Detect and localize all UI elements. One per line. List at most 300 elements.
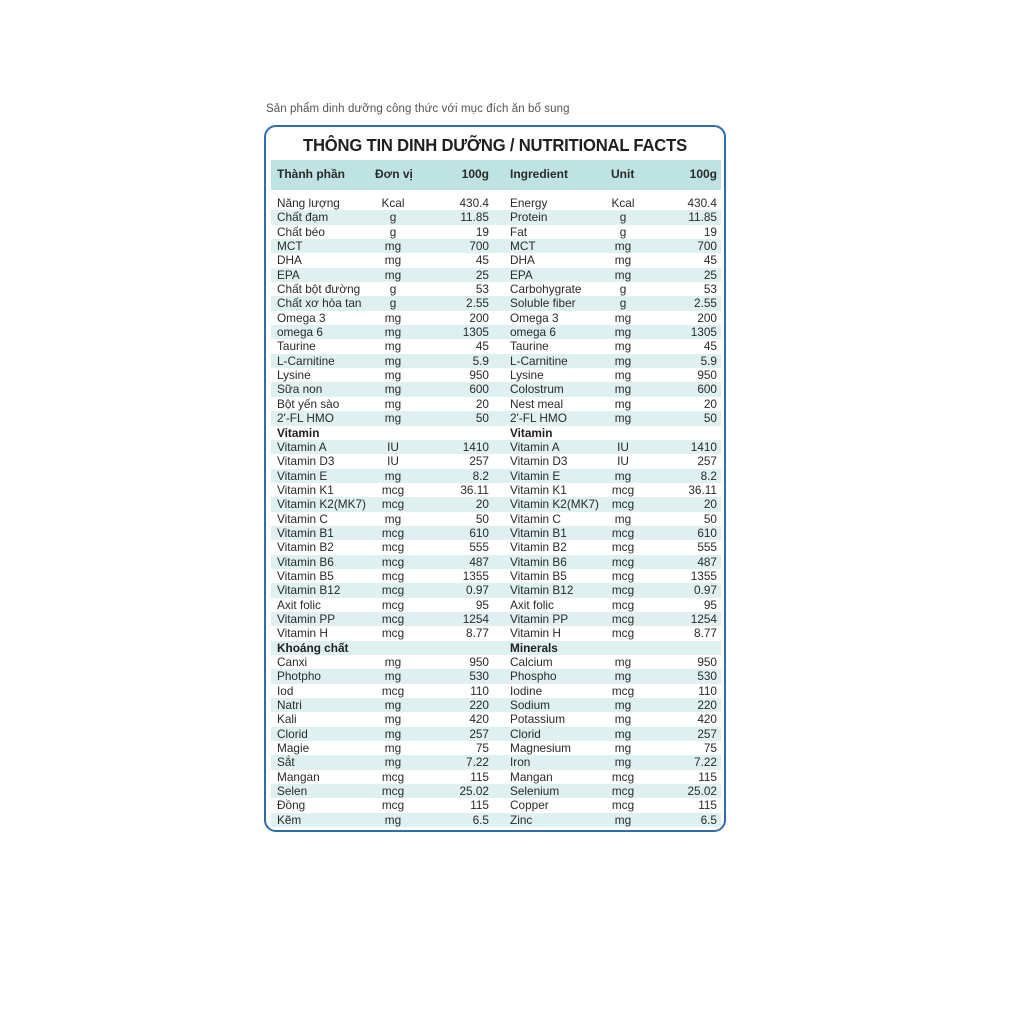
- row-unit-en: IU: [617, 454, 629, 469]
- row-value-vi: 487: [469, 554, 489, 569]
- row-unit-vi: mg: [384, 741, 402, 756]
- table-row: [271, 253, 721, 267]
- row-name-en: Minerals: [510, 640, 558, 655]
- row-value-vi: 600: [469, 382, 489, 397]
- row-unit-vi: mg: [384, 239, 402, 254]
- row-unit-vi: mg: [384, 511, 402, 526]
- table-row: [271, 684, 721, 698]
- row-value-vi: 115: [470, 798, 489, 813]
- table-row: [271, 784, 721, 798]
- row-value-en: 1355: [690, 568, 717, 583]
- row-unit-vi: mcg: [381, 497, 405, 512]
- row-name-vi: Kali: [277, 712, 297, 727]
- table-row: [271, 368, 721, 382]
- row-unit-en: mcg: [611, 554, 635, 569]
- row-value-en: 555: [697, 540, 717, 555]
- row-value-en: 1305: [690, 325, 717, 340]
- row-name-vi: omega 6: [277, 325, 323, 340]
- row-unit-en: g: [619, 224, 627, 239]
- row-name-vi: Vitamin B12: [277, 583, 341, 598]
- row-unit-en: mg: [614, 669, 632, 684]
- row-value-vi: 75: [475, 741, 489, 756]
- row-value-vi: 430.4: [459, 196, 489, 210]
- row-value-vi: 45: [475, 339, 489, 354]
- row-unit-vi: mg: [384, 698, 402, 713]
- table-row: [271, 698, 721, 712]
- row-name-en: Axit folic: [510, 597, 554, 612]
- table-row: [271, 282, 721, 296]
- row-name-vi: Chất béo: [277, 224, 325, 239]
- row-unit-en: mg: [614, 325, 632, 340]
- row-value-en: 7.22: [694, 755, 717, 770]
- table-row: [271, 612, 721, 626]
- row-unit-vi: mg: [384, 755, 402, 770]
- table-row: [271, 813, 721, 827]
- row-name-vi: Photpho: [277, 669, 321, 684]
- row-unit-en: mcg: [611, 540, 635, 555]
- table-row: [271, 569, 721, 583]
- row-unit-vi: mg: [384, 396, 402, 411]
- row-value-en: 50: [703, 511, 717, 526]
- row-name-vi: Vitamin: [277, 425, 320, 440]
- header-vi-amount: 100g: [461, 167, 489, 181]
- row-unit-en: mg: [614, 755, 632, 770]
- row-unit-vi: mcg: [381, 583, 405, 598]
- row-unit-vi: mg: [384, 339, 402, 354]
- row-value-en: 45: [703, 253, 717, 268]
- row-value-en: 20: [703, 497, 717, 512]
- row-unit-en: mg: [614, 812, 632, 827]
- row-value-vi: 1410: [462, 439, 489, 454]
- row-unit-vi: mg: [384, 267, 402, 282]
- row-unit-vi: mg: [384, 726, 402, 741]
- row-value-vi: 20: [475, 396, 489, 411]
- row-unit-en: mg: [614, 741, 632, 756]
- row-value-vi: 95: [475, 597, 489, 612]
- row-value-vi: 2.55: [466, 296, 489, 311]
- row-unit-en: mg: [614, 267, 632, 282]
- row-name-en: DHA: [510, 253, 535, 268]
- row-name-en: Copper: [510, 798, 549, 813]
- row-unit-en: mg: [614, 382, 632, 397]
- row-name-en: Vitamin K1: [510, 482, 567, 497]
- row-name-en: Taurine: [510, 339, 549, 354]
- row-name-vi: Chất đạm: [277, 210, 329, 225]
- header-en-amount: 100g: [689, 167, 717, 181]
- table-row: [271, 196, 721, 210]
- row-unit-en: mg: [614, 396, 632, 411]
- row-value-en: 530: [697, 669, 717, 684]
- table-row: [271, 469, 721, 483]
- row-name-vi: DHA: [277, 253, 302, 268]
- row-unit-vi: mcg: [381, 482, 405, 497]
- row-value-vi: 1254: [462, 611, 489, 626]
- row-name-en: Sodium: [510, 698, 550, 713]
- row-unit-vi: mg: [384, 669, 402, 684]
- row-unit-vi: mg: [384, 468, 402, 483]
- row-unit-en: mg: [614, 253, 632, 268]
- row-unit-vi: g: [389, 224, 397, 239]
- table-row: [271, 526, 721, 540]
- header-vi-name: Thành phần: [277, 167, 345, 181]
- row-value-en: 2.55: [694, 296, 717, 311]
- row-unit-en: g: [619, 210, 627, 225]
- row-name-vi: Vitamin B6: [277, 554, 334, 569]
- row-name-vi: MCT: [277, 239, 303, 254]
- row-name-vi: Natri: [277, 698, 302, 713]
- row-name-en: Magnesium: [510, 741, 571, 756]
- row-value-en: 1254: [690, 611, 717, 626]
- row-value-en: 487: [697, 554, 717, 569]
- header-en-unit: Unit: [611, 167, 635, 181]
- table-row: [271, 440, 721, 454]
- row-unit-vi: mcg: [381, 611, 405, 626]
- row-value-vi: 950: [469, 655, 489, 669]
- row-value-vi: 6.5: [472, 812, 489, 827]
- row-value-en: 700: [697, 239, 717, 254]
- row-name-en: Iodine: [510, 683, 543, 698]
- row-unit-en: mg: [614, 239, 632, 254]
- row-unit-vi: IU: [387, 439, 399, 454]
- row-unit-vi: mcg: [381, 568, 405, 583]
- table-row: [271, 598, 721, 612]
- table-row: [271, 655, 721, 669]
- row-value-vi: 555: [469, 540, 489, 555]
- row-value-vi: 50: [475, 411, 489, 426]
- row-name-en: Potassium: [510, 712, 566, 727]
- table-row: [271, 382, 721, 396]
- row-value-vi: 8.2: [472, 468, 489, 483]
- row-unit-en: mg: [614, 468, 632, 483]
- row-name-vi: Vitamin B1: [277, 525, 334, 540]
- row-value-vi: 530: [469, 669, 489, 684]
- row-unit-en: Kcal: [611, 196, 635, 210]
- row-name-en: Vitamin: [510, 425, 553, 440]
- row-name-vi: Vitamin B5: [277, 568, 334, 583]
- row-value-en: 220: [697, 698, 717, 713]
- row-name-en: Vitamin K2(MK7): [510, 497, 599, 512]
- row-name-vi: Mangan: [277, 769, 320, 784]
- row-unit-vi: mg: [384, 655, 402, 669]
- row-unit-vi: g: [389, 282, 397, 297]
- row-name-en: Soluble fiber: [510, 296, 576, 311]
- table-row: [271, 741, 721, 755]
- row-name-en: Vitamin C: [510, 511, 561, 526]
- row-unit-vi: mcg: [381, 626, 405, 641]
- row-value-en: 0.97: [694, 583, 717, 598]
- row-value-en: 11.85: [688, 210, 717, 225]
- row-unit-en: mg: [614, 310, 632, 325]
- row-value-vi: 950: [469, 368, 489, 383]
- table-row: [271, 669, 721, 683]
- row-name-vi: Clorid: [277, 726, 308, 741]
- row-value-en: 115: [698, 798, 717, 813]
- row-name-en: Selenium: [510, 784, 560, 799]
- table-row: [271, 555, 721, 569]
- row-value-en: 5.9: [700, 353, 717, 368]
- row-name-vi: Vitamin K2(MK7): [277, 497, 366, 512]
- row-unit-vi: g: [389, 210, 397, 225]
- row-value-en: 19: [703, 224, 717, 239]
- row-value-en: 950: [697, 655, 717, 669]
- row-unit-en: mcg: [611, 525, 635, 540]
- row-unit-en: mcg: [611, 583, 635, 598]
- row-name-en: Vitamin B6: [510, 554, 567, 569]
- row-unit-en: mg: [614, 698, 632, 713]
- row-unit-en: mcg: [611, 683, 635, 698]
- row-unit-vi: mcg: [381, 597, 405, 612]
- row-value-en: 1410: [690, 439, 717, 454]
- row-name-vi: Lysine: [277, 368, 311, 383]
- row-value-en: 36.11: [688, 482, 717, 497]
- nutrition-table-body: [271, 196, 721, 827]
- row-unit-vi: g: [389, 296, 397, 311]
- row-value-vi: 700: [469, 239, 489, 254]
- row-value-vi: 1305: [462, 325, 489, 340]
- row-unit-en: mg: [614, 712, 632, 727]
- row-name-en: Iron: [510, 755, 531, 770]
- row-value-en: 110: [698, 683, 717, 698]
- row-value-vi: 610: [469, 525, 489, 540]
- row-name-vi: Vitamin PP: [277, 611, 336, 626]
- table-row: [271, 712, 721, 726]
- row-name-vi: Vitamin C: [277, 511, 328, 526]
- row-name-vi: Vitamin A: [277, 439, 327, 454]
- row-name-en: Vitamin B1: [510, 525, 567, 540]
- row-name-en: Vitamin PP: [510, 611, 569, 626]
- row-name-vi: Bột yến sào: [277, 396, 340, 411]
- row-unit-vi: mg: [384, 812, 402, 827]
- row-name-en: Zinc: [510, 812, 533, 827]
- row-name-vi: Axit folic: [277, 597, 321, 612]
- row-value-en: 20: [703, 396, 717, 411]
- row-unit-en: mg: [614, 411, 632, 426]
- row-unit-en: mcg: [611, 798, 635, 813]
- row-name-vi: Vitamin E: [277, 468, 328, 483]
- row-name-en: Vitamin A: [510, 439, 560, 454]
- row-name-vi: Chất bột đường: [277, 282, 361, 297]
- table-row: [271, 626, 721, 640]
- row-name-vi: Selen: [277, 784, 308, 799]
- row-unit-en: mg: [614, 339, 632, 354]
- row-value-en: 95: [703, 597, 717, 612]
- table-row: [271, 354, 721, 368]
- row-unit-vi: Kcal: [381, 196, 405, 210]
- row-unit-vi: mg: [384, 411, 402, 426]
- row-value-vi: 420: [469, 712, 489, 727]
- row-name-en: Nest meal: [510, 396, 564, 411]
- row-unit-en: mcg: [611, 611, 635, 626]
- row-name-en: Vitamin D3: [510, 454, 568, 469]
- row-unit-vi: mg: [384, 382, 402, 397]
- row-unit-vi: mg: [384, 712, 402, 727]
- row-value-en: 420: [697, 712, 717, 727]
- row-name-en: Vitamin B2: [510, 540, 567, 555]
- row-name-en: L-Carnitine: [510, 353, 568, 368]
- row-unit-vi: mg: [384, 353, 402, 368]
- row-unit-vi: mg: [384, 253, 402, 268]
- table-row: [271, 798, 721, 812]
- row-unit-en: mg: [614, 655, 632, 669]
- row-value-vi: 200: [469, 310, 489, 325]
- row-name-en: Calcium: [510, 655, 553, 669]
- row-name-en: Protein: [510, 210, 548, 225]
- row-value-vi: 220: [469, 698, 489, 713]
- row-value-vi: 36.11: [460, 482, 489, 497]
- row-unit-vi: mcg: [381, 798, 405, 813]
- row-value-en: 25: [703, 267, 717, 282]
- table-header: [271, 160, 721, 190]
- table-row: [271, 210, 721, 224]
- row-name-en: omega 6: [510, 325, 556, 340]
- nutrition-facts-panel: [264, 125, 726, 832]
- row-name-en: Omega 3: [510, 310, 559, 325]
- table-row: [271, 397, 721, 411]
- table-row: [271, 497, 721, 511]
- row-value-vi: 25: [475, 267, 489, 282]
- table-row: [271, 325, 721, 339]
- row-unit-en: mg: [614, 511, 632, 526]
- row-name-en: Colostrum: [510, 382, 564, 397]
- row-unit-en: g: [619, 296, 627, 311]
- label-subtitle: Sản phẩm dinh dưỡng công thức với mục đích ăn bổ sung: [266, 103, 570, 115]
- row-value-vi: 25.02: [459, 784, 489, 799]
- table-row: [271, 268, 721, 282]
- row-unit-en: mg: [614, 726, 632, 741]
- table-row: [271, 411, 721, 425]
- row-name-en: Energy: [510, 196, 548, 210]
- row-name-vi: Khoáng chất: [277, 640, 349, 655]
- row-value-en: 115: [698, 769, 717, 784]
- row-value-vi: 0.97: [466, 583, 489, 598]
- row-value-en: 50: [703, 411, 717, 426]
- row-name-en: Mangan: [510, 769, 553, 784]
- row-unit-en: mcg: [611, 784, 635, 799]
- row-name-vi: Kẽm: [277, 812, 302, 827]
- table-row: [271, 311, 721, 325]
- row-name-vi: 2'-FL HMO: [277, 411, 334, 426]
- row-value-vi: 8.77: [466, 626, 489, 641]
- row-unit-en: mcg: [611, 597, 635, 612]
- row-name-vi: Magie: [277, 741, 310, 756]
- row-unit-en: g: [619, 282, 627, 297]
- row-value-vi: 110: [470, 683, 489, 698]
- row-value-en: 53: [703, 282, 717, 297]
- row-name-en: Clorid: [510, 726, 541, 741]
- row-unit-vi: mg: [384, 325, 402, 340]
- row-unit-vi: mg: [384, 368, 402, 383]
- row-name-vi: Taurine: [277, 339, 316, 354]
- row-unit-vi: IU: [387, 454, 399, 469]
- row-name-vi: Năng lượng: [277, 196, 340, 210]
- row-value-en: 6.5: [700, 812, 717, 827]
- table-row: [271, 454, 721, 468]
- row-unit-vi: mg: [384, 310, 402, 325]
- panel-title: THÔNG TIN DINH DƯỠNG / NUTRITIONAL FACTS: [303, 135, 687, 155]
- row-value-en: 257: [697, 726, 717, 741]
- row-name-en: Vitamin B12: [510, 583, 574, 598]
- row-value-vi: 1355: [462, 568, 489, 583]
- row-name-vi: Vitamin H: [277, 626, 328, 641]
- row-name-vi: Đồng: [277, 798, 306, 813]
- row-name-en: Fat: [510, 224, 528, 239]
- row-value-en: 25.02: [687, 784, 717, 799]
- section-header-row: [271, 641, 721, 655]
- row-unit-vi: mcg: [381, 554, 405, 569]
- row-value-vi: 20: [475, 497, 489, 512]
- header-vi-unit: Đơn vị: [375, 167, 413, 181]
- table-row: [271, 483, 721, 497]
- row-name-vi: Chất xơ hòa tan: [277, 296, 362, 311]
- row-unit-en: mcg: [611, 497, 635, 512]
- row-value-vi: 115: [470, 769, 489, 784]
- row-value-en: 600: [697, 382, 717, 397]
- row-name-en: Vitamin H: [510, 626, 561, 641]
- table-row: [271, 770, 721, 784]
- row-value-en: 200: [697, 310, 717, 325]
- row-value-vi: 5.9: [472, 353, 489, 368]
- row-value-en: 610: [697, 525, 717, 540]
- row-value-en: 8.77: [694, 626, 717, 641]
- row-value-vi: 19: [475, 224, 489, 239]
- table-row: [271, 727, 721, 741]
- row-value-vi: 53: [475, 282, 489, 297]
- row-value-en: 950: [697, 368, 717, 383]
- row-name-vi: Canxi: [277, 655, 308, 669]
- row-unit-vi: mcg: [381, 540, 405, 555]
- row-name-vi: L-Carnitine: [277, 353, 335, 368]
- row-value-vi: 45: [475, 253, 489, 268]
- table-row: [271, 755, 721, 769]
- row-name-en: Vitamin B5: [510, 568, 567, 583]
- row-value-vi: 50: [475, 511, 489, 526]
- row-name-vi: Iod: [277, 683, 294, 698]
- section-header-row: [271, 426, 721, 440]
- table-row: [271, 339, 721, 353]
- table-row: [271, 296, 721, 310]
- row-name-en: Lysine: [510, 368, 544, 383]
- row-value-en: 8.2: [700, 468, 717, 483]
- row-name-vi: EPA: [277, 267, 300, 282]
- header-en-name: Ingredient: [510, 167, 569, 181]
- row-name-en: 2'-FL HMO: [510, 411, 567, 426]
- row-name-vi: Sắt: [277, 755, 295, 770]
- row-value-vi: 257: [469, 454, 489, 469]
- row-value-en: 75: [703, 741, 717, 756]
- table-row: [271, 512, 721, 526]
- row-unit-en: mcg: [611, 482, 635, 497]
- table-row: [271, 540, 721, 554]
- row-unit-vi: mcg: [381, 683, 405, 698]
- row-unit-vi: mcg: [381, 525, 405, 540]
- row-unit-en: IU: [617, 439, 629, 454]
- row-name-vi: Vitamin D3: [277, 454, 335, 469]
- row-name-en: MCT: [510, 239, 536, 254]
- row-name-vi: Vitamin B2: [277, 540, 334, 555]
- table-row: [271, 225, 721, 239]
- row-unit-en: mcg: [611, 626, 635, 641]
- row-name-vi: Vitamin K1: [277, 482, 334, 497]
- row-unit-en: mcg: [611, 769, 635, 784]
- row-value-vi: 11.85: [460, 210, 489, 225]
- row-unit-en: mg: [614, 353, 632, 368]
- row-name-vi: Omega 3: [277, 310, 326, 325]
- row-name-en: Phospho: [510, 669, 557, 684]
- row-value-en: 257: [697, 454, 717, 469]
- table-row: [271, 583, 721, 597]
- row-value-en: 430.4: [687, 196, 717, 210]
- row-name-en: Vitamin E: [510, 468, 561, 483]
